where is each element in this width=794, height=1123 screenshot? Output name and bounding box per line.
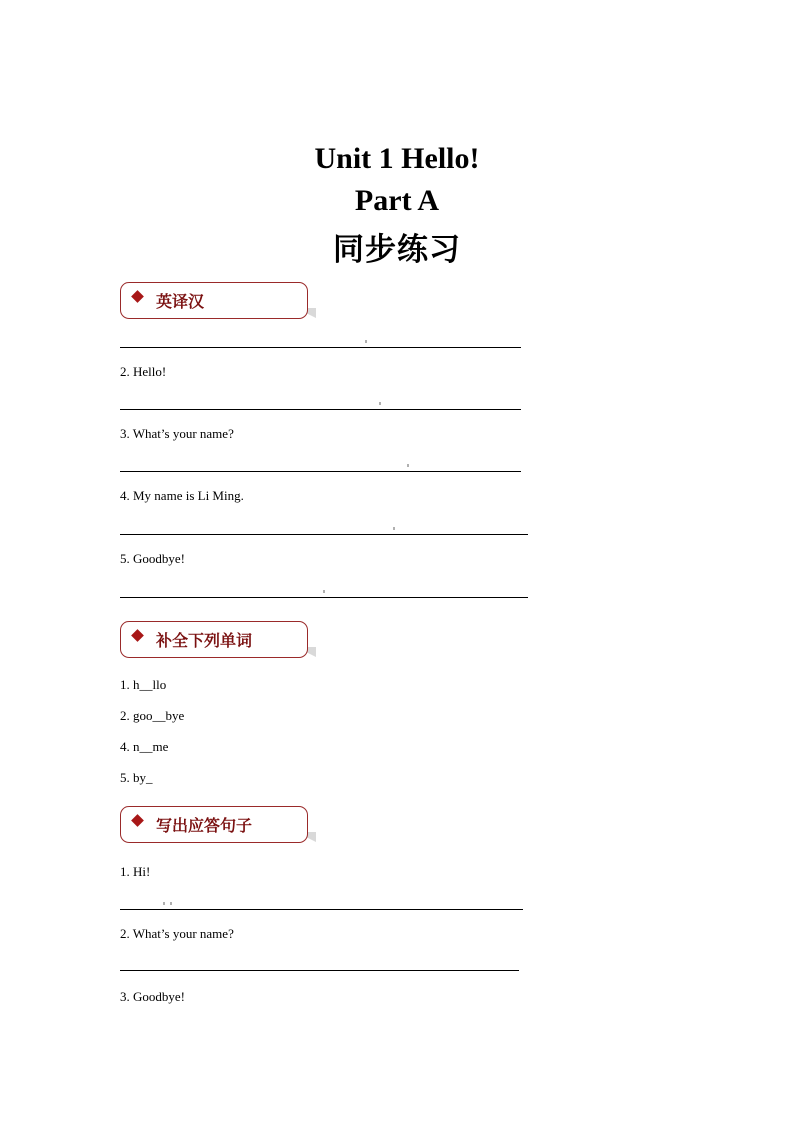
answer-line[interactable] (120, 347, 521, 348)
question-item: 2. Hello! (120, 364, 167, 379)
answer-line[interactable] (120, 534, 528, 535)
document-part: Part A (354, 184, 440, 217)
answer-line[interactable] (120, 409, 521, 410)
answer-line[interactable] (120, 471, 521, 472)
line-mark (170, 902, 172, 905)
prompt-item: 2. What’s your name? (120, 926, 234, 941)
question-item: 4. My name is Li Ming. (120, 488, 244, 503)
prompt-item: 1. Hi! (120, 864, 151, 879)
line-mark (163, 902, 165, 905)
word-item: 2. goo__bye (120, 708, 185, 723)
question-item: 5. Goodbye! (120, 551, 185, 566)
line-mark (323, 590, 325, 593)
line-mark (393, 527, 395, 530)
line-mark (365, 340, 367, 343)
question-item: 3. What’s your name? (120, 426, 234, 441)
word-item: 5. by_ (120, 770, 153, 785)
answer-line[interactable] (120, 597, 528, 598)
document-title: Unit 1 Hello! (314, 142, 480, 175)
section-header-responses (120, 806, 308, 843)
section-header-complete-words (120, 621, 308, 658)
answer-line[interactable] (120, 970, 519, 971)
line-mark (379, 402, 381, 405)
section-header-box (120, 282, 308, 319)
word-item: 4. n__me (120, 739, 169, 754)
prompt-item: 3. Goodbye! (120, 989, 185, 1004)
document-subtitle: 同步练习 (333, 232, 461, 268)
answer-line[interactable] (120, 909, 523, 910)
line-mark (407, 464, 409, 467)
section-header-label: 补全下列单词 (156, 631, 253, 650)
section-header-translate (120, 282, 308, 319)
section-header-label: 英译汉 (156, 292, 205, 311)
section-header-label: 写出应答句子 (156, 816, 253, 835)
word-item: 1. h__llo (120, 677, 167, 692)
